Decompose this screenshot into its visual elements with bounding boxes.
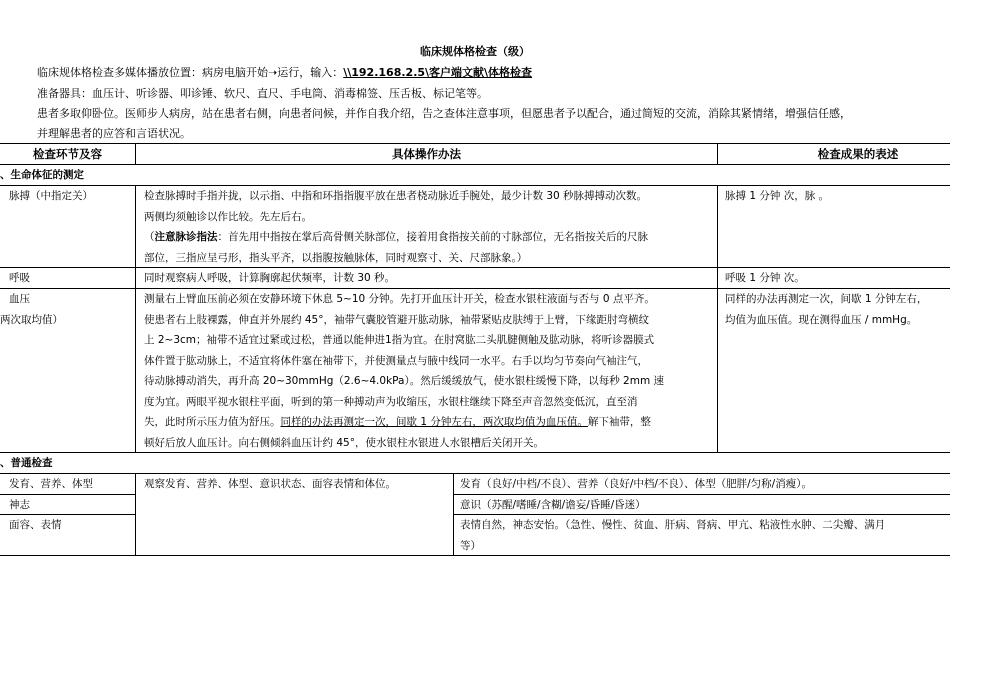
method-text: 解下袖带，整	[587, 416, 651, 428]
method-line: 度为宜。两眼平视水银柱平面，听到的第一种搏动声为收缩压，水银柱继续下降至声音忽然变低沉，直至消	[144, 395, 638, 408]
intro-line-3: 患者多取仰卧位。医师步人病房，站在患者右侧，向患者问候，并作自我介绍，告之查体注意事项，但愿患者予以配合，通过简短的交流，消除其紧情绪，增强信任感，	[37, 107, 851, 120]
note-text: ：首先用中指按在掌后高骨侧关脉部位，接着用食指按关前的寸脉部位，无名指按关后的尺脉	[217, 231, 648, 243]
intro-text: 运行，输入：	[277, 66, 344, 79]
header-result: 检查成果的表述	[817, 147, 899, 161]
method-line: 顿好后放人血压计。向右侧倾斜血压计约 45°，使水银柱水银进人水银槽后关闭开关。	[144, 436, 544, 449]
intro-line-4: 并理解患者的应答和言语状况。	[37, 127, 191, 140]
result-development: 发育（良好/中档/不良）、营养（良好/中档/不良）、体型（肥胖/匀称/消瘦）。	[460, 478, 812, 490]
method-general: 观察发育、营养、体型、意识状态、面容表情和体位。	[144, 478, 396, 490]
method-text-underlined: 同样的办法再测定一次，间歇 1 分钟左右，两次取均值为血压值。	[280, 416, 588, 428]
result-line: 均值为血压值。现在测得血压 / mmHg。	[725, 313, 918, 326]
intro-line-1	[37, 66, 532, 80]
method-line: 待动脉搏动消失，再升高 20~30mmHg（2.6~4.0kPa）。然后缓缓放气，使水银柱缓慢下降，以每秒 2mm 速	[144, 375, 665, 387]
result-line: 同样的办法再测定一次，间歇 1 分钟左右，	[725, 293, 928, 305]
result-breath: 呼吸 1 分钟 次。	[725, 272, 805, 284]
method-text: 失，此时所示压力值为舒压。	[144, 416, 281, 428]
result-facial-expression	[460, 515, 950, 556]
item-facial-expression: 面容、表情	[9, 519, 62, 531]
result-line: 表情自然，神态安怡。（急性、慢性、贫血、肝病、肾病、甲亢、粘液性水肿、二尖瓣、满月	[460, 519, 886, 531]
method-line	[144, 412, 714, 433]
item-note: 两次取均值）	[0, 313, 63, 326]
intro-text: 临床规体格检查多媒体播放位置：病房电脑开始	[37, 66, 268, 79]
result-pulse: 脉搏 1 分钟 次，脉 。	[725, 190, 830, 202]
result-blood-pressure	[725, 289, 950, 330]
method-line: 上 2~3cm；袖带不适宜过紧或过松，普通以能伸进1指为宜。在肘窝肱二头肌腱侧触及肱动脉，将听诊器膜式	[144, 334, 655, 346]
pulse-note	[144, 227, 714, 248]
method-line: 体件置于肱动脉上，不适宜将体件塞在袖带下，并使测量点与腋中线同一水平。右手以均匀节奏向气袖注气，	[144, 354, 648, 367]
arrow-icon: ➝	[268, 66, 278, 79]
note-title: 注意脉诊指法	[154, 231, 218, 243]
method-blood-pressure	[144, 289, 714, 453]
result-consciousness: 意识（苏醒/嗜睡/含糊/谵妄/昏睡/昏迷）	[460, 499, 646, 511]
method-line: 两侧均须触诊以作比较。先左后右。	[144, 210, 312, 223]
header-check-item: 检查环节及容	[33, 147, 102, 161]
result-line: 等）	[460, 539, 481, 552]
item-consciousness: 神志	[9, 499, 30, 511]
header-method: 具体操作办法	[392, 147, 461, 161]
method-pulse	[144, 186, 714, 268]
section-vital-signs: 、生命体征的测定	[0, 169, 84, 181]
method-breath: 同时观察病人呼吸，计算胸廓起伏频率，计数 30 秒。	[144, 272, 396, 284]
item-development: 发育、营养、体型	[9, 478, 93, 490]
network-path: \\192.168.2.5\客户端文献\体格检查	[343, 66, 533, 79]
item-breath: 呼吸	[9, 272, 30, 284]
page-title: 临床规体格检查（级）	[420, 45, 530, 58]
method-line: 检查脉搏时手指并拢，以示指、中指和环指指腹平放在患者桡动脉近手腕处，最少计数 30 秒脉搏搏动次数。	[144, 190, 648, 202]
item-label: 血压	[9, 293, 30, 305]
method-line: 测量右上臂血压前必须在安静环境下休息 5~10 分钟。先打开血压计开关，检查水银柱液面与否与 0 点平齐。	[144, 293, 655, 305]
note-text: 部位，三指应呈弓形，指头平齐，以指腹按触脉体，同时观察寸、关、尺部脉象。）	[144, 251, 528, 264]
note-paren: （	[144, 231, 155, 243]
section-general-exam: 、普通检查	[0, 457, 53, 469]
intro-line-2: 准备器具：血压计、听诊器、叩诊锤、软尺、直尺、手电筒、消毒棉签、压舌板、标记笔等。	[37, 87, 488, 100]
item-pulse: 脉搏（中指定关）	[9, 190, 93, 202]
method-line: 使患者右上肢裸露，伸直并外展约 45°，袖带气囊胶管避开肱动脉，袖带紧贴皮肤缚于上臂，下缘距肘弯横纹	[144, 313, 649, 326]
item-blood-pressure	[0, 289, 134, 330]
